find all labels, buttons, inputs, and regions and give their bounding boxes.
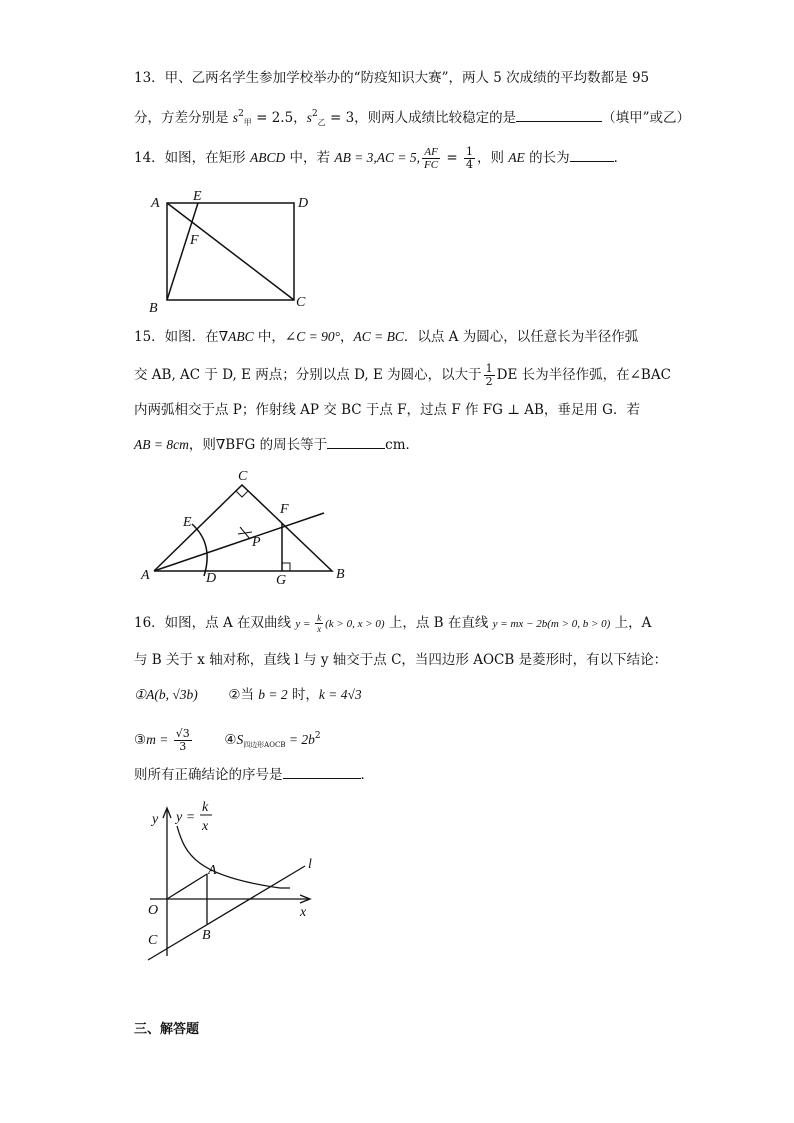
q15-line-1 (134, 327, 638, 347)
arc-intersection-p (238, 527, 252, 539)
conclusion-2-d: k = 4√3 (318, 687, 362, 702)
right-angle-mark-g (282, 563, 290, 571)
q14-rect: ABCD (249, 150, 286, 165)
q15-text: 15．如图．在 (134, 329, 219, 345)
label-c: C (296, 295, 306, 310)
q16-ask-text: 则所有正确结论的序号是 (134, 767, 283, 783)
conclusion-2-b: b = 2 (258, 687, 288, 702)
answer-blank-15[interactable] (327, 434, 385, 449)
eq-yi: = 3，则两人成绩比较稳定的是 (325, 110, 517, 126)
q15-line-2 (134, 363, 671, 388)
q13-line-1: 13．甲、乙两名学生参加学校举办的“防疫知识大赛”，两人 5 次成绩的平均数都是 95 (134, 70, 650, 86)
q16-conclusions-2 (134, 726, 321, 755)
label-a: A (151, 196, 160, 211)
q15-unit: cm． (385, 437, 420, 453)
q16-line-eq: y = mx − 2b(m > 0, b > 0) (492, 618, 611, 630)
label-c: C (238, 469, 248, 484)
diagonal-ac (167, 203, 294, 300)
section-heading: 三、解答题 (134, 1022, 200, 1037)
variance-yi: s (306, 110, 312, 125)
label-b: B (149, 301, 158, 314)
conclusion-3-m: m = (146, 732, 172, 747)
q16-hyp-frac: $\frac{k}{x}$ (317, 613, 322, 634)
triangle-abc (154, 485, 332, 571)
q14-text-d: 的长为 (524, 150, 570, 166)
label-e: E (183, 515, 192, 530)
q16-conclusions-1 (134, 685, 362, 705)
figure-rectangle (140, 182, 320, 314)
q15-line-3: 内两弧相交于点 P；作射线 AP 交 BC 于点 F，过点 F 作 FG ⊥ AB，垂足用 G．若 (134, 402, 640, 418)
label-b: B (202, 928, 211, 943)
label-e: E (193, 189, 202, 204)
q15-text-b: 中， (253, 329, 285, 345)
conclusion-3-mark: ③ (134, 732, 147, 748)
q16-text-c: 上，A (610, 615, 652, 631)
q13-line-2: 分，方差分别是 $s^2_甲 = 2.5$，$s^2_乙 = 3$，则两人成绩比较稳定的是 （填甲”或乙） (134, 109, 691, 127)
label-y: y (152, 812, 159, 827)
q14-val: $\frac{1}{4}$ (466, 145, 474, 171)
label-o: O (148, 903, 159, 918)
label-f: F (280, 502, 289, 517)
answer-blank-13[interactable] (516, 107, 602, 122)
ray-ap (154, 513, 324, 571)
answer-blank-16[interactable] (283, 764, 361, 779)
q15-line-4 (134, 434, 419, 455)
label-func-lhs: y = (176, 810, 196, 825)
q16-text-b: 上，点 B 在直线 (384, 615, 493, 631)
q16-line-1 (134, 613, 651, 634)
conclusion-4-sub: 四边形AOCB (243, 741, 286, 749)
label-c: C (148, 933, 158, 948)
label-d: D (206, 571, 217, 586)
sub-yi: 乙 (317, 118, 326, 127)
q14-line (134, 146, 627, 171)
q15-text-2b: DE 长为半径作弧，在∠BAC (496, 367, 671, 383)
q14-text-b: 中，若 (285, 150, 335, 166)
label-p: P (252, 535, 261, 550)
label-d: D (298, 196, 309, 211)
label-func-x: x (202, 819, 209, 834)
conclusion-2-a: ②当 (228, 687, 259, 703)
q15-text-2a: 交 AB, AC 于 D, E 两点；分别以点 D, E 为圆心，以大于 (134, 367, 482, 383)
q15-text-4b: ，则∇BFG 的周长等于 (188, 437, 328, 453)
figure-hyperbola (140, 796, 330, 966)
q16-hyp-cond: (k > 0, x > 0) (325, 618, 385, 630)
q14-target: AE (508, 150, 525, 165)
q14-text: 14．如图，在矩形 (134, 150, 250, 166)
q16-hyp-lhs: y = (295, 618, 314, 630)
q15-angle: ∠C = 90° (284, 329, 340, 344)
q13-text: 分，方差分别是 (134, 110, 233, 126)
eq-jia: = 2.5， (251, 110, 307, 126)
label-b: B (336, 567, 345, 582)
sub-jia: 甲 (243, 118, 252, 127)
figure-triangle (134, 464, 354, 588)
variance-jia: s (232, 110, 239, 125)
q15-text-c: ， (340, 329, 354, 345)
q16-ask-end: ． (360, 767, 374, 783)
segment-oa (167, 874, 207, 899)
label-a: A (141, 568, 150, 583)
q15-half: $\frac{1}{2}$ (485, 362, 493, 388)
conclusion-4-sup: 2 (314, 731, 321, 741)
conclusion-4-eq: = 2b (285, 732, 315, 747)
conclusion-3-frac: $\frac{√3}{3}$ (175, 727, 190, 753)
conclusion-4-mark: ④ (224, 732, 237, 748)
q16-line-2: 与 B 关于 x 轴对称，直线 l 与 y 轴交于点 C，当四边形 AOCB 是菱形时，有以下结论： (134, 652, 668, 668)
q16-text: 16．如图，点 A 在双曲线 (134, 615, 296, 631)
q13-hint: （填甲”或乙） (602, 110, 691, 126)
q14-cond: AB = 3,AC = 5, (334, 150, 421, 165)
segment-be (167, 203, 198, 300)
q15-eqsides: AC = BC (353, 329, 404, 344)
label-l: l (308, 857, 312, 872)
q15-text-d: ．以点 A 为圆心，以任意长为半径作弧 (403, 329, 639, 345)
q16-ask (134, 764, 374, 785)
q14-end: ． (613, 150, 628, 166)
hyperbola-curve (177, 826, 290, 888)
label-g: G (276, 573, 287, 588)
line-l (148, 866, 305, 960)
answer-blank-14[interactable] (570, 147, 614, 162)
label-x: x (300, 905, 307, 920)
label-func-k: k (202, 800, 209, 815)
q15-ab: AB = 8cm (134, 437, 189, 452)
q14-frac: $\frac{AF}{FC}$ (424, 146, 439, 171)
q15-tri: ∇ABC (218, 329, 254, 344)
conclusion-4-s: S (236, 732, 244, 747)
q14-eq: = (442, 150, 463, 166)
label-a: A (208, 863, 217, 878)
label-f: F (190, 233, 199, 248)
q14-text-c: ，则 (477, 150, 509, 166)
right-angle-mark-c (236, 485, 248, 497)
conclusion-2-c: 时， (287, 687, 319, 703)
conclusion-1: ①A(b, √3b) (134, 687, 198, 702)
